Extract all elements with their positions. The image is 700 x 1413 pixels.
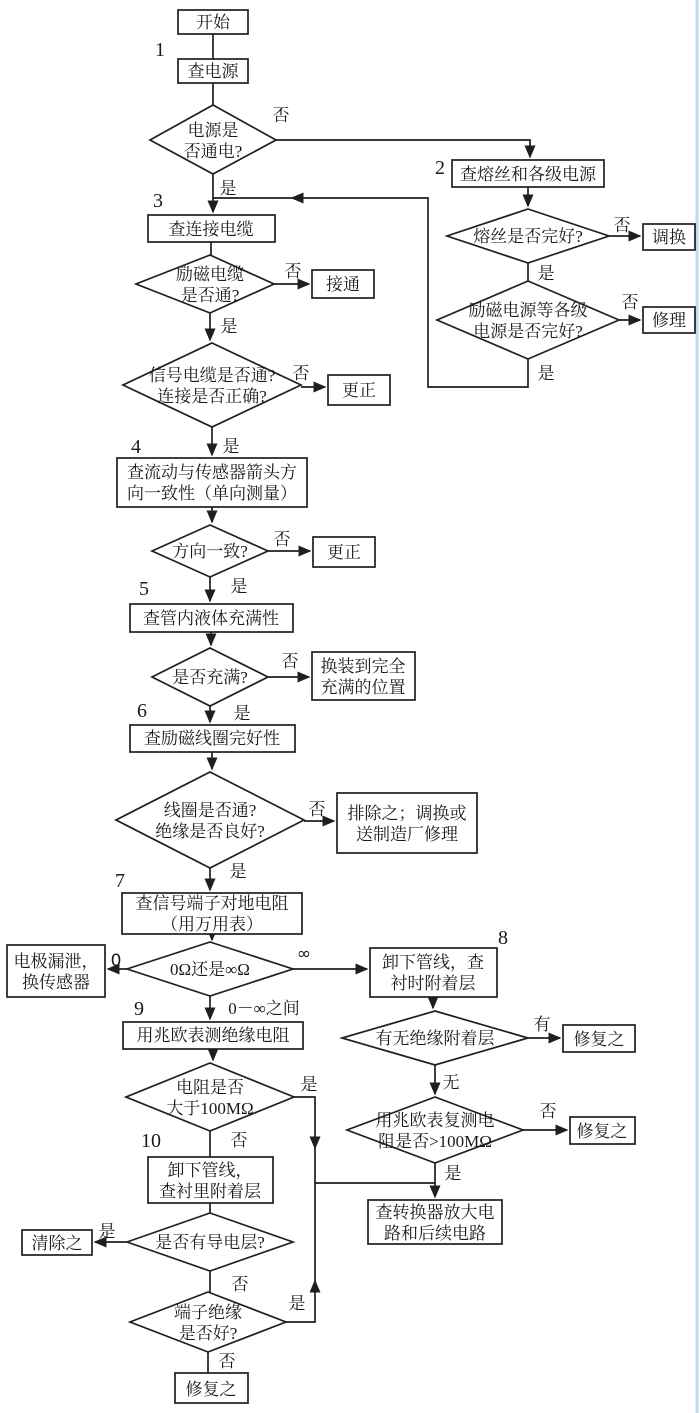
decision-excit-supply — [437, 281, 619, 359]
action-eliminate-line1: 排除之；调换或 — [347, 804, 467, 823]
remove-pipe-a-line2: 衬时附着层 — [390, 974, 476, 993]
decision-signal-cable — [123, 343, 301, 427]
branch-no-fuse: 否 — [613, 216, 631, 235]
decision-coil-line2: 绝缘是否良好? — [155, 822, 265, 841]
branch-has-insul-layer: 有 — [533, 1015, 551, 1034]
check-fuse-label: 查熔丝和各级电源 — [460, 165, 596, 184]
branch-yes-power: 是 — [219, 179, 237, 198]
check-converter-line2: 路和后续电路 — [384, 1224, 486, 1243]
branch-yes-resist: 是 — [300, 1075, 318, 1094]
decision-excit-cable-line2: 是否通? — [180, 286, 240, 305]
decision-megger-retest — [347, 1097, 523, 1163]
action-fix-3-label: 修复之 — [185, 1380, 237, 1399]
decision-signal-cable-line2: 连接是否正确? — [157, 387, 267, 406]
decision-signal-cable-line1: 信号电缆是否通? — [148, 366, 276, 385]
action-correct-1-label: 更正 — [342, 381, 376, 400]
action-fix-2-label: 修复之 — [576, 1122, 628, 1141]
step-number-5: 5 — [139, 578, 149, 600]
action-eliminate — [337, 793, 477, 853]
branch-yes-terminal-insul: 是 — [288, 1294, 306, 1313]
decision-resistance — [126, 1063, 294, 1131]
decision-terminal-insul-line1: 端子绝缘 — [174, 1303, 242, 1322]
branch-infinity-ohm: ∞ — [296, 944, 312, 964]
action-clear-label: 清除之 — [31, 1234, 83, 1253]
action-fix-1-label: 修复之 — [573, 1030, 625, 1049]
check-flow-dir-line2: 向一致性（单向测量） — [127, 484, 297, 503]
decision-power-line1: 电源是 — [187, 121, 239, 140]
decision-excit-cable-line1: 励磁电缆 — [176, 265, 244, 284]
branch-yes-full: 是 — [233, 704, 251, 723]
remove-pipe-b-line1: 卸下管线， — [167, 1161, 253, 1180]
branch-yes-coil: 是 — [229, 862, 247, 881]
branch-no-signal-cable: 否 — [292, 364, 310, 383]
branch-no-conductive: 否 — [231, 1275, 249, 1294]
step-number-10: 10 — [141, 1130, 161, 1152]
step-number-6: 6 — [137, 700, 147, 722]
branch-yes-excit-supply: 是 — [537, 364, 555, 383]
branch-yes-conductive: 是 — [98, 1222, 116, 1241]
branch-no-megger-retest: 否 — [539, 1102, 557, 1121]
branch-none-insul-layer: 无 — [442, 1073, 460, 1092]
action-connect-label: 接通 — [326, 275, 360, 294]
step-number-8: 8 — [498, 927, 508, 949]
check-flow-dir-line1: 查流动与传感器箭头方 — [127, 463, 297, 482]
decision-coil-line1: 线圈是否通? — [163, 801, 257, 820]
decision-excit-supply-line2: 电源是否完好? — [473, 322, 583, 341]
check-cable-label: 查连接电缆 — [168, 220, 254, 239]
decision-direction-label: 方向一致? — [172, 542, 248, 561]
branch-no-excit-cable: 否 — [284, 262, 302, 281]
step-number-3: 3 — [153, 190, 163, 212]
decision-coil — [116, 772, 304, 868]
megger-test-label: 用兆欧表测绝缘电阻 — [136, 1026, 290, 1045]
decision-full-label: 是否充满? — [172, 668, 248, 687]
decision-resist-line1: 电阻是否 — [176, 1078, 244, 1097]
branch-no-direction: 否 — [273, 530, 291, 549]
step-number-1: 1 — [155, 39, 165, 61]
branch-yes-fuse: 是 — [537, 264, 555, 283]
action-repair-label: 修理 — [652, 311, 686, 330]
decision-ohm-label: 0Ω还是∞Ω — [170, 960, 250, 979]
check-terminal-res-line1: 查信号端子对地电阻 — [135, 894, 289, 913]
branch-yes-megger-retest: 是 — [444, 1164, 462, 1183]
decision-insul-layer-label: 有无绝缘附着层 — [375, 1029, 495, 1048]
decision-megger-retest-line2: 阻是否>100MΩ — [378, 1132, 492, 1151]
decision-fuse-label: 熔丝是否完好? — [473, 227, 583, 246]
action-refit-line2: 充满的位置 — [320, 678, 406, 697]
check-liquid-full-label: 查管内液体充满性 — [143, 609, 279, 628]
branch-no-coil: 否 — [308, 800, 326, 819]
branch-no-terminal-insul: 否 — [218, 1352, 236, 1371]
action-eliminate-line2: 送制造厂修理 — [356, 825, 458, 844]
step-number-7: 7 — [115, 870, 125, 892]
decision-megger-retest-line1: 用兆欧表复测电 — [375, 1111, 495, 1130]
check-terminal-res-line2: （用万用表） — [161, 915, 263, 934]
action-swap-label: 调换 — [652, 228, 686, 247]
branch-no-resist: 否 — [230, 1131, 248, 1150]
branch-no-excit-supply: 否 — [621, 293, 639, 312]
action-electrode-line1: 电极漏泄， — [13, 952, 99, 971]
start-label: 开始 — [196, 13, 230, 32]
decision-resist-line2: 大于100MΩ — [166, 1099, 254, 1118]
branch-no-full: 否 — [281, 652, 299, 671]
nodes — [7, 10, 695, 1403]
decision-terminal-insul-line2: 是否好? — [178, 1324, 238, 1343]
node-labels — [14, 13, 687, 1399]
branch-yes-direction: 是 — [230, 577, 248, 596]
step-number-2: 2 — [435, 157, 445, 179]
check-power-label: 查电源 — [187, 62, 239, 81]
edge-power-no — [276, 140, 530, 157]
check-converter-line1: 查转换器放大电 — [375, 1203, 495, 1222]
remove-pipe-b-line2: 查衬里附着层 — [159, 1182, 261, 1201]
action-correct-2-label: 更正 — [327, 543, 361, 562]
decision-excit-supply-line1: 励磁电源等各级 — [468, 301, 588, 320]
remove-pipe-a-line1: 卸下管线，查 — [382, 953, 484, 972]
decision-power-line2: 否通电? — [183, 142, 243, 161]
branch-yes-excit-cable: 是 — [220, 317, 238, 336]
decision-conductive-label: 是否有导电层? — [155, 1233, 265, 1252]
action-refit-line1: 换装到完全 — [320, 657, 406, 676]
step-number-9: 9 — [134, 998, 144, 1020]
branch-zero-ohm: 0 — [110, 951, 122, 971]
branch-between-ohm: 0－∞之间 — [228, 999, 300, 1018]
step-number-4: 4 — [131, 436, 141, 458]
decision-terminal-insulation — [130, 1292, 286, 1352]
branch-no-power: 否 — [272, 106, 290, 125]
check-coil-label: 查励磁线圈完好性 — [144, 729, 280, 748]
action-electrode-line2: 换传感器 — [22, 973, 90, 992]
branch-yes-signal-cable: 是 — [222, 437, 240, 456]
